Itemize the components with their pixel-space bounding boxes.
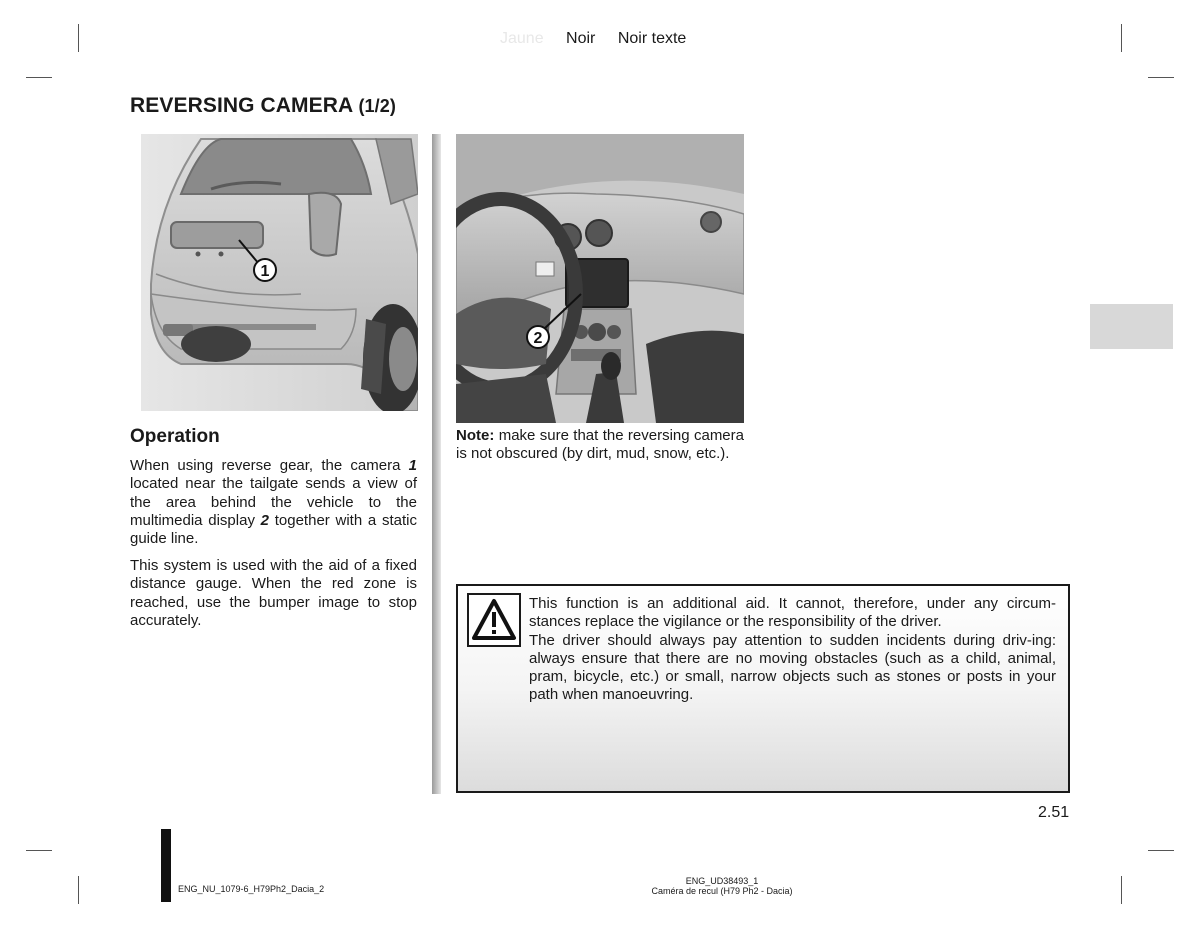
note-paragraph (456, 427, 744, 464)
reference-2: 2 (260, 511, 270, 529)
column-divider (432, 134, 441, 794)
color-label-noir-texte: Noir texte (617, 30, 687, 47)
page-title (130, 94, 396, 118)
crop-mark (1148, 850, 1174, 851)
page-title-main: REVERSING CAMERA (130, 94, 353, 117)
page-number: 2.51 (1038, 804, 1070, 821)
footer-center-codes (622, 876, 822, 896)
crop-mark (1121, 24, 1122, 52)
footer-color-bar (161, 829, 171, 902)
footer-code-line-2: Caméra de recul (H79 Ph2 - Dacia) (651, 886, 793, 896)
crop-mark (78, 24, 79, 52)
footer-code-line-1: ENG_UD38493_1 (685, 876, 759, 886)
text-run: located near the tailgate sends a view of the area behind the vehicle to the multimedia display (130, 475, 417, 529)
crop-mark (26, 850, 52, 851)
crop-mark (1148, 77, 1174, 78)
warning-text (470, 595, 1056, 705)
warning-line-2 (470, 632, 1056, 705)
text-run: When using reverse gear, the camera (130, 457, 409, 474)
rear-vehicle-drawing (141, 134, 418, 411)
operation-paragraph-1 (130, 457, 417, 548)
operation-paragraph-2: This system is used with the aid of a fixed distance gauge. When the red zone is reached, use the bumper image to stop accurately. (130, 557, 417, 629)
rear-vehicle-illustration (141, 134, 418, 411)
reference-1: 1 (408, 457, 417, 474)
warning-line-2-text: The driver should always pay attention to sudden incidents during driv-ing: always ensure that there are no moving obstacles (such as a child, animal, pram, bicycle, etc.) or small, narrow objects such as stones or posts in your path when manoeuvring. (529, 631, 1056, 704)
callout-1: 1 (260, 263, 270, 280)
page-title-part: (1/2) (358, 96, 396, 116)
warning-box (456, 584, 1070, 793)
color-label-noir: Noir (566, 30, 596, 47)
dashboard-illustration (456, 134, 744, 423)
chapter-tab (1090, 304, 1173, 349)
note-label: Note: (456, 427, 495, 444)
dashboard-drawing (456, 134, 744, 423)
color-separation-labels (500, 30, 704, 48)
crop-mark (26, 77, 52, 78)
note-text: make sure that the reversing camera is not obscured (by dirt, mud, snow, etc.). (456, 427, 744, 463)
crop-mark (1121, 876, 1122, 904)
text-run: together with a static guide line. (130, 511, 417, 548)
callout-2: 2 (533, 330, 543, 347)
crop-mark (78, 876, 79, 904)
footer-document-code: ENG_NU_1079-6_H79Ph2_Dacia_2 (178, 884, 325, 894)
warning-line-1: This function is an additional aid. It cannot, therefore, under any circum-stances replace the vigilance or the responsibility of the driver. (529, 595, 1056, 631)
color-label-jaune: Jaune (500, 30, 544, 47)
section-heading-operation: Operation (130, 426, 220, 447)
